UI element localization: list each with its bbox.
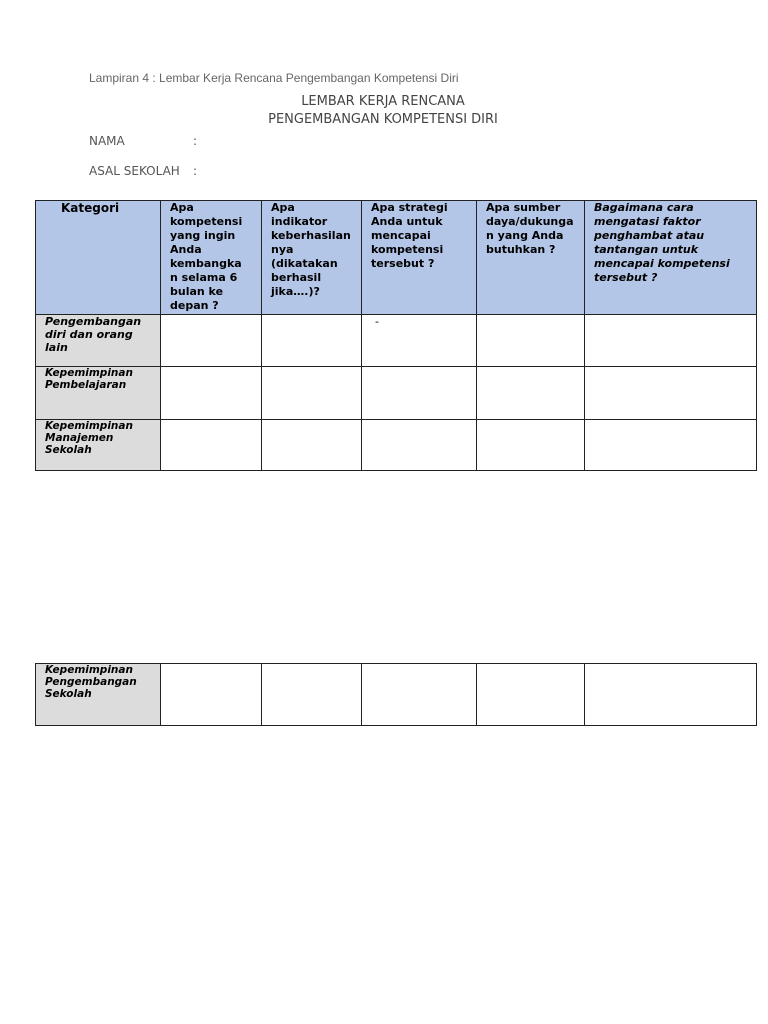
category-cell — [36, 367, 161, 420]
asal-sekolah-field — [89, 164, 197, 178]
category-label: Kepemimpinan Manajemen Sekolah — [45, 420, 133, 456]
table-cell[interactable] — [362, 420, 477, 471]
category-label: Kepemimpinan Pembelajaran — [45, 367, 133, 391]
table-row — [36, 420, 757, 471]
table-cell[interactable] — [585, 315, 757, 367]
asal-sekolah-separator: : — [193, 164, 198, 178]
category-cell — [36, 315, 161, 367]
header-cell-indicator — [262, 201, 362, 315]
table-cell[interactable] — [161, 420, 262, 471]
document-title-line-1: LEMBAR KERJA RENCANA — [301, 94, 465, 109]
asal-sekolah-label: ASAL SEKOLAH — [89, 164, 180, 178]
table-cell[interactable] — [477, 367, 585, 420]
header-label: Apa kompetensi yang ingin Anda kembangka n selama 6 bulan ke depan ? — [170, 201, 243, 312]
header-cell-kategori — [36, 201, 161, 315]
table-row — [36, 367, 757, 420]
table-cell[interactable] — [262, 315, 362, 367]
competency-plan-table-continued — [35, 663, 757, 726]
cell-dash: - — [375, 315, 379, 328]
nama-label: NAMA — [89, 134, 125, 148]
table-cell[interactable] — [262, 664, 362, 726]
table-cell[interactable] — [477, 420, 585, 471]
table-cell[interactable] — [262, 367, 362, 420]
header-label: Apa sumber daya/dukunga n yang Anda butuhkan ? — [486, 201, 574, 256]
category-cell — [36, 420, 161, 471]
table-cell[interactable] — [585, 664, 757, 726]
nama-field — [89, 134, 197, 148]
table-cell[interactable] — [477, 664, 585, 726]
header-cell-resources — [477, 201, 585, 315]
table-cell[interactable] — [161, 367, 262, 420]
table-row — [36, 315, 757, 367]
appendix-caption: Lampiran 4 : Lembar Kerja Rencana Pengembangan Kompetensi Diri — [89, 71, 459, 85]
category-label: Pengembangan diri dan orang lain — [45, 315, 142, 354]
header-cell-competency — [161, 201, 262, 315]
header-label: Apa indikator keberhasilan nya (dikatakan berhasil jika….)? — [271, 201, 351, 298]
competency-plan-table — [35, 200, 757, 471]
table-cell[interactable] — [585, 420, 757, 471]
header-cell-strategy — [362, 201, 477, 315]
nama-separator: : — [193, 134, 198, 148]
table-cell[interactable] — [477, 315, 585, 367]
table-cell[interactable] — [362, 367, 477, 420]
table-cell[interactable] — [585, 367, 757, 420]
header-label: Kategori — [61, 201, 120, 215]
table-row — [36, 664, 757, 726]
table-cell[interactable] — [362, 315, 477, 367]
table-cell[interactable] — [362, 664, 477, 726]
table-cell[interactable] — [161, 664, 262, 726]
header-cell-obstacles — [585, 201, 757, 315]
header-label: Apa strategi Anda untuk mencapai kompetensi tersebut ? — [371, 201, 448, 270]
document-title-line-2: PENGEMBANGAN KOMPETENSI DIRI — [268, 112, 498, 127]
category-label: Kepemimpinan Pengembangan Sekolah — [45, 664, 137, 700]
header-label: Bagaimana cara mengatasi faktor penghambat atau tantangan untuk mencapai kompetensi tersebut ? — [594, 201, 730, 284]
table-cell[interactable] — [161, 315, 262, 367]
category-cell — [36, 664, 161, 726]
table-header-row — [36, 201, 757, 315]
table-cell[interactable] — [262, 420, 362, 471]
